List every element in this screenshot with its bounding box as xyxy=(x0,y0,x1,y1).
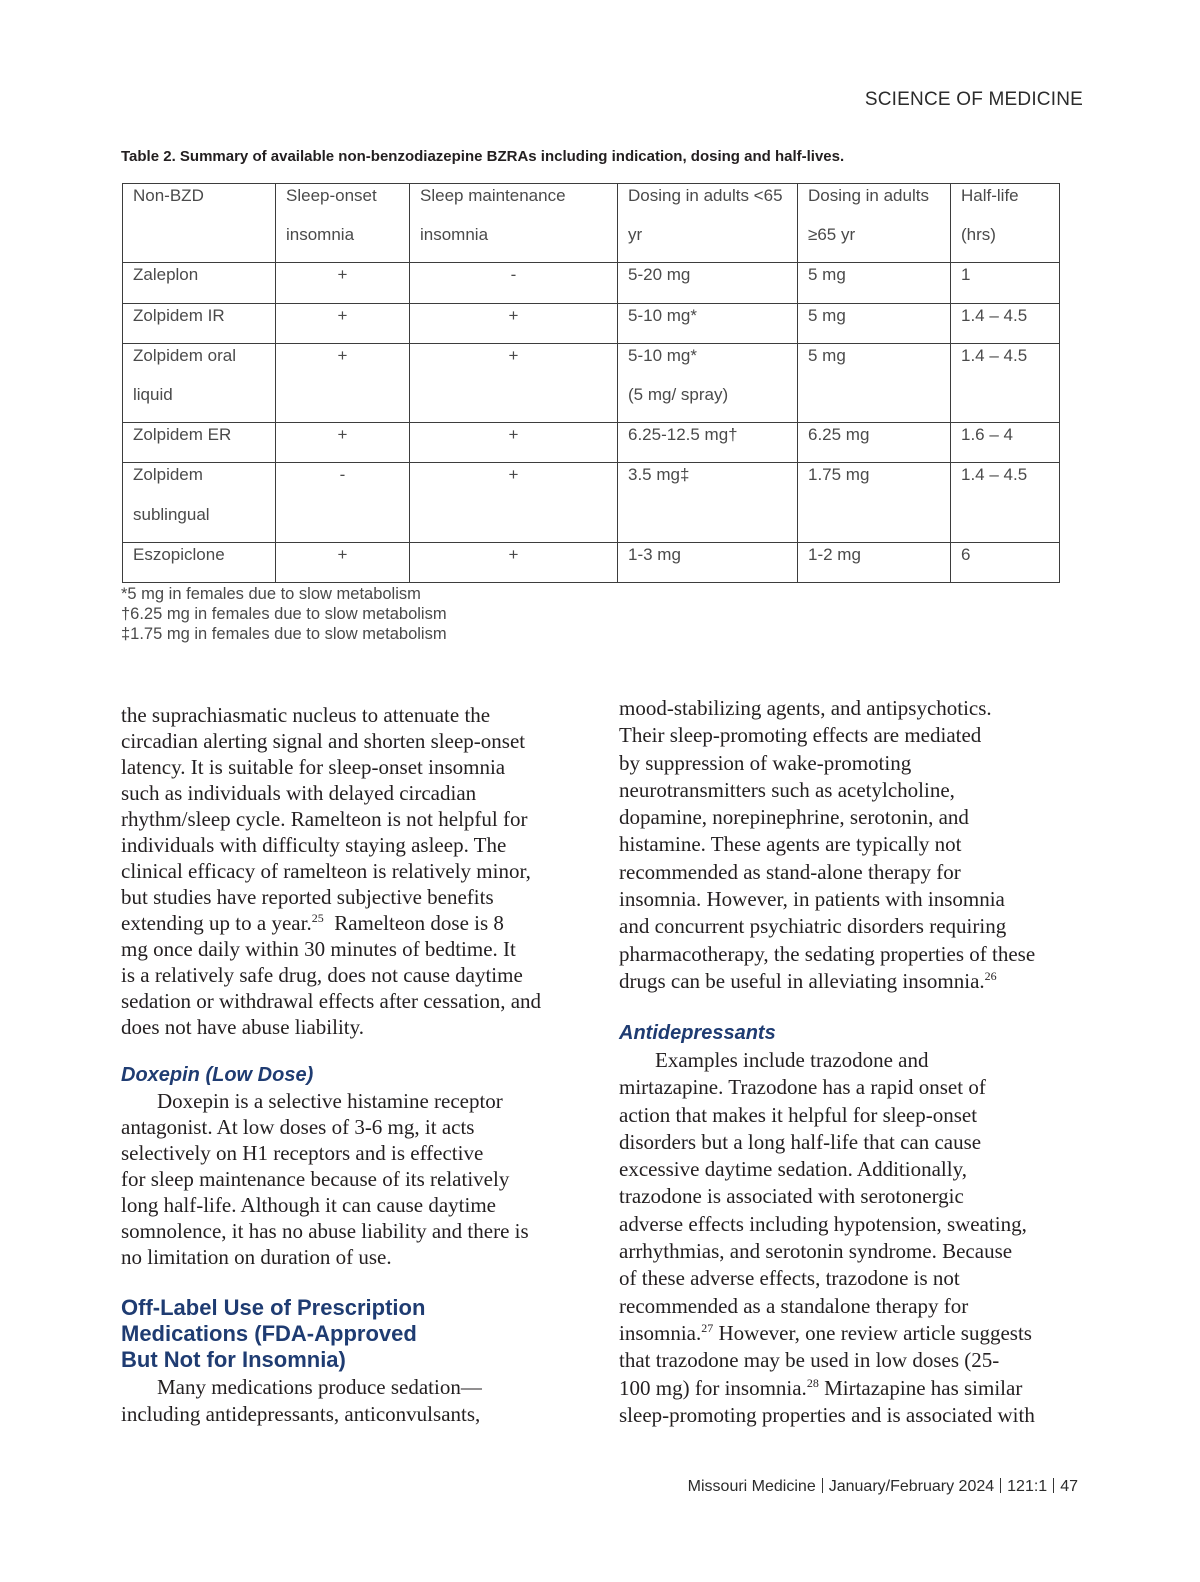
page-footer xyxy=(688,1477,1078,1497)
text-line: does not have abuse liability. xyxy=(121,1015,364,1039)
cell-line: + xyxy=(508,425,519,445)
cell-content xyxy=(628,535,787,574)
table-row xyxy=(123,463,1060,542)
text-line: trazodone is associated with serotonergic xyxy=(619,1184,964,1209)
cell-line: 5 mg xyxy=(808,305,846,325)
off-label-heading xyxy=(121,1295,425,1373)
text-line: such as individuals with delayed circadian xyxy=(121,781,477,805)
cell-content xyxy=(808,336,940,375)
page-number: 47 xyxy=(1060,1478,1078,1495)
cell-content xyxy=(420,255,607,294)
table-row xyxy=(123,542,1060,582)
text-line xyxy=(619,1320,1035,1347)
cell-line: Eszopiclone xyxy=(133,544,225,564)
header-line: insomnia xyxy=(420,225,489,245)
cell-content xyxy=(286,336,399,375)
cell-line: 1.4 – 4.5 xyxy=(961,305,1028,325)
text-line: recommended as a standalone therapy for xyxy=(619,1293,969,1318)
footnote: ‡1.75 mg in females due to slow metabolism xyxy=(121,625,447,643)
header-line: (hrs) xyxy=(961,225,996,245)
separator xyxy=(1053,1478,1054,1493)
text-line: of these adverse effects, trazodone is not xyxy=(619,1266,960,1291)
text-segment: Mirtazapine has similar xyxy=(818,1375,1023,1400)
dose-65-plus-cell xyxy=(798,463,951,542)
cell-line: (5 mg/ spray) xyxy=(628,385,729,405)
text-line: selectively on H1 receptors and is effective xyxy=(121,1141,484,1165)
text-line: the suprachiasmatic nucleus to attenuate the xyxy=(121,703,491,727)
running-header: SCIENCE OF MEDICINE xyxy=(864,89,1083,110)
citation-superscript: 27 xyxy=(701,1320,714,1335)
dose-65-plus-cell xyxy=(798,343,951,422)
half-life-cell xyxy=(951,343,1060,422)
separator xyxy=(822,1478,823,1493)
text-line: for sleep maintenance because of its relatively xyxy=(121,1167,510,1191)
footnote: *5 mg in females due to slow metabolism xyxy=(121,585,421,603)
cell-content xyxy=(808,455,940,494)
column-header-non-bzd xyxy=(123,184,276,263)
dose-under-65-cell xyxy=(618,463,798,542)
text-line: mg once daily within 30 minutes of bedtime. It xyxy=(121,937,516,961)
cell-line: Zolpidem IR xyxy=(133,305,225,325)
text-segment: insomnia. xyxy=(619,1320,702,1345)
text-line: mood-stabilizing agents, and antipsychotics. xyxy=(619,696,992,720)
table-footnotes xyxy=(121,584,447,644)
cell-content xyxy=(808,296,940,335)
text-line: adverse effects including hypotension, sweating, xyxy=(619,1211,1027,1236)
cell-content xyxy=(420,336,607,375)
cell-content xyxy=(628,255,787,294)
text-line: rhythm/sleep cycle. Ramelteon is not helpful for xyxy=(121,807,528,831)
issue-date: January/February 2024 xyxy=(828,1478,995,1495)
text-line: mirtazapine. Trazodone has a rapid onset of xyxy=(619,1075,986,1100)
cell-content xyxy=(961,455,1049,494)
text-line: insomnia. However, in patients with insomnia xyxy=(619,887,1005,912)
antidepressants-heading: Antidepressants xyxy=(619,1022,776,1044)
sleep-maintenance-cell xyxy=(410,542,618,582)
header-line: Sleep maintenance xyxy=(420,186,566,205)
column-header-dose-under-65 xyxy=(618,184,798,263)
cell-line: + xyxy=(508,544,519,564)
cell-line: 3.5 mg‡ xyxy=(628,465,690,485)
citation-superscript: 26 xyxy=(984,968,997,983)
text-line: action that makes it helpful for sleep-onset xyxy=(619,1102,978,1127)
cell-line: 6.25 mg xyxy=(808,425,870,445)
header-line: ≥65 yr xyxy=(808,225,856,245)
cell-content xyxy=(420,176,607,254)
cell-line: + xyxy=(508,305,519,325)
cell-line: 6 xyxy=(961,544,971,564)
text-segment: Ramelteon dose is 8 xyxy=(323,911,504,935)
cell-line: liquid xyxy=(133,385,173,405)
half-life-cell xyxy=(951,463,1060,542)
citation-superscript: 25 xyxy=(311,911,324,925)
text-line: neurotransmitters such as acetylcholine, xyxy=(619,777,955,802)
header-line: Dosing in adults <65 xyxy=(628,186,783,205)
heading-line: Medications (FDA-Approved xyxy=(121,1321,417,1346)
text-line: that trazodone may be used in low doses (25- xyxy=(619,1348,1000,1373)
sleep-maintenance-cell xyxy=(410,463,618,542)
cell-line: + xyxy=(508,465,519,485)
cell-content xyxy=(961,296,1049,335)
text-segment: extending up to a year. xyxy=(121,911,312,935)
text-line: and concurrent psychiatric disorders requiring xyxy=(619,914,1007,939)
dose-under-65-cell xyxy=(618,343,798,422)
volume-issue: 121:1 xyxy=(1007,1478,1048,1495)
cell-content xyxy=(286,535,399,574)
cell-content xyxy=(133,336,265,414)
text-line: pharmacotherapy, the sedating properties of these xyxy=(619,941,1036,966)
header-line: Half-life xyxy=(961,186,1019,205)
cell-line: + xyxy=(337,305,348,325)
cell-content xyxy=(133,455,265,533)
footnote: †6.25 mg in females due to slow metabolism xyxy=(121,605,447,623)
bzra-summary-table xyxy=(122,183,1060,583)
sleep-onset-cell xyxy=(276,343,410,422)
cell-content xyxy=(628,296,787,335)
doxepin-paragraph xyxy=(121,1088,529,1270)
header-line: Non-BZD xyxy=(133,186,204,205)
cell-line: 1-2 mg xyxy=(808,544,861,564)
cell-content xyxy=(420,455,607,494)
cell-content xyxy=(420,296,607,335)
cell-line: 1-3 mg xyxy=(628,544,681,564)
text-line: Their sleep-promoting effects are mediated xyxy=(619,723,982,748)
text-line: antagonist. At low doses of 3-6 mg, it acts xyxy=(121,1115,475,1139)
table-caption: Table 2. Summary of available non-benzodiazepine BZRAs including indication, dosing and half-lives. xyxy=(121,148,845,165)
text-line: latency. It is suitable for sleep-onset insomnia xyxy=(121,755,506,779)
text-line: histamine. These agents are typically not xyxy=(619,832,962,857)
column-header-dose-65-plus xyxy=(798,184,951,263)
dose-under-65-cell xyxy=(618,542,798,582)
text-line: individuals with difficulty staying asleep. The xyxy=(121,833,507,857)
cell-content xyxy=(961,535,1049,574)
table-header-row xyxy=(123,184,1060,263)
sleep-onset-cell xyxy=(276,542,410,582)
text-line: disorders but a long half-life that can cause xyxy=(619,1129,982,1154)
cell-content xyxy=(961,255,1049,294)
text-line: no limitation on duration of use. xyxy=(121,1245,392,1269)
column-header-sleep-onset xyxy=(276,184,410,263)
separator xyxy=(1000,1478,1001,1493)
cell-line: 5 mg xyxy=(808,345,846,365)
text-line: Examples include trazodone and xyxy=(655,1048,929,1072)
text-line: clinical efficacy of ramelteon is relatively minor, xyxy=(121,859,531,883)
cell-content xyxy=(961,336,1049,375)
cell-content xyxy=(133,296,265,335)
text-line: is a relatively safe drug, does not cause daytime xyxy=(121,963,523,987)
text-line: excessive daytime sedation. Additionally, xyxy=(619,1157,967,1182)
cell-line: 5-10 mg* xyxy=(628,305,697,325)
cell-content xyxy=(420,535,607,574)
text-line xyxy=(619,968,1035,995)
text-segment: drugs can be useful in alleviating insomnia. xyxy=(619,968,985,993)
cell-line: 5 mg xyxy=(808,265,846,285)
ramelteon-paragraph xyxy=(121,702,541,1040)
cell-content xyxy=(133,255,265,294)
cell-line: Zolpidem oral xyxy=(133,345,236,365)
cell-line: + xyxy=(337,544,348,564)
cell-line: + xyxy=(337,425,348,445)
cell-content xyxy=(286,455,399,494)
cell-content xyxy=(628,455,787,494)
cell-line: 1.75 mg xyxy=(808,465,870,485)
text-line: including antidepressants, anticonvulsants, xyxy=(121,1402,481,1426)
text-line: somnolence, it has no abuse liability and there is xyxy=(121,1219,529,1243)
doxepin-heading: Doxepin (Low Dose) xyxy=(121,1064,314,1086)
cell-content xyxy=(961,176,1049,254)
cell-content xyxy=(133,415,265,454)
cell-line: Zaleplon xyxy=(133,265,199,285)
text-line: sedation or withdrawal effects after cessation, and xyxy=(121,989,542,1013)
cell-content xyxy=(286,296,399,335)
text-line xyxy=(121,910,541,936)
cell-line: - xyxy=(510,265,517,285)
cell-content xyxy=(286,255,399,294)
cell-content xyxy=(808,415,940,454)
sleep-onset-cell xyxy=(276,463,410,542)
cell-content xyxy=(628,336,787,414)
journal-name: Missouri Medicine xyxy=(687,1478,816,1495)
drug-cell xyxy=(123,463,276,542)
cell-content xyxy=(420,415,607,454)
cell-content xyxy=(628,415,787,454)
text-segment: However, one review article suggests xyxy=(713,1320,1032,1345)
text-line: but studies have reported subjective benefits xyxy=(121,885,494,909)
text-line: by suppression of wake-promoting xyxy=(619,750,912,775)
dose-65-plus-cell xyxy=(798,542,951,582)
cell-line: 6.25-12.5 mg† xyxy=(628,425,738,445)
table-row xyxy=(123,343,1060,422)
text-line: Doxepin is a selective histamine receptor xyxy=(157,1089,503,1113)
cell-line: + xyxy=(337,265,348,285)
cell-content xyxy=(961,415,1049,454)
cell-line: 1.4 – 4.5 xyxy=(961,345,1028,365)
text-line: Many medications produce sedation— xyxy=(157,1375,482,1399)
header-line: Dosing in adults xyxy=(808,186,929,205)
text-line: dopamine, norepinephrine, serotonin, and xyxy=(619,805,969,830)
cell-content xyxy=(808,176,940,254)
column-header-half-life xyxy=(951,184,1060,263)
cell-content xyxy=(133,176,265,215)
text-line xyxy=(619,1375,1035,1402)
cell-content xyxy=(286,176,399,254)
cell-content xyxy=(286,415,399,454)
heading-line: But Not for Insomnia) xyxy=(121,1347,346,1372)
cell-line: 5-20 mg xyxy=(628,265,691,285)
text-line: recommended as stand-alone therapy for xyxy=(619,859,961,884)
text-line: arrhythmias, and serotonin syndrome. Because xyxy=(619,1239,1013,1264)
cell-line: Zolpidem ER xyxy=(133,425,232,445)
column-header-sleep-maintenance xyxy=(410,184,618,263)
cell-line: + xyxy=(337,345,348,365)
cell-line: sublingual xyxy=(133,504,210,524)
cell-line: 5-10 mg* xyxy=(628,345,697,365)
antidepressants-paragraph xyxy=(619,1047,1035,1429)
cell-line: - xyxy=(339,465,346,485)
text-line: circadian alerting signal and shorten sleep-onset xyxy=(121,729,526,753)
text-segment: 100 mg) for insomnia. xyxy=(619,1375,807,1400)
cell-content xyxy=(133,535,265,574)
header-line: insomnia xyxy=(286,225,355,245)
cell-content xyxy=(808,535,940,574)
cell-content xyxy=(808,255,940,294)
cell-content xyxy=(628,176,787,254)
text-line: sleep-promoting properties and is associated with xyxy=(619,1402,1035,1427)
text-line: long half-life. Although it can cause daytime xyxy=(121,1193,496,1217)
header-line: yr xyxy=(628,225,643,245)
drug-cell xyxy=(123,343,276,422)
sleep-maintenance-cell xyxy=(410,343,618,422)
header-line: Sleep-onset xyxy=(286,186,377,205)
half-life-cell xyxy=(951,542,1060,582)
cell-line: 1.4 – 4.5 xyxy=(961,465,1028,485)
heading-line: Off-Label Use of Prescription xyxy=(121,1295,426,1320)
off-label-paragraph xyxy=(121,1374,482,1428)
cell-line: 1 xyxy=(961,265,971,285)
off-label-continued-paragraph xyxy=(619,695,1035,995)
citation-superscript: 28 xyxy=(806,1375,819,1390)
cell-line: + xyxy=(508,345,519,365)
cell-line: Zolpidem xyxy=(133,465,203,485)
cell-line: 1.6 – 4 xyxy=(961,425,1013,445)
drug-cell xyxy=(123,542,276,582)
